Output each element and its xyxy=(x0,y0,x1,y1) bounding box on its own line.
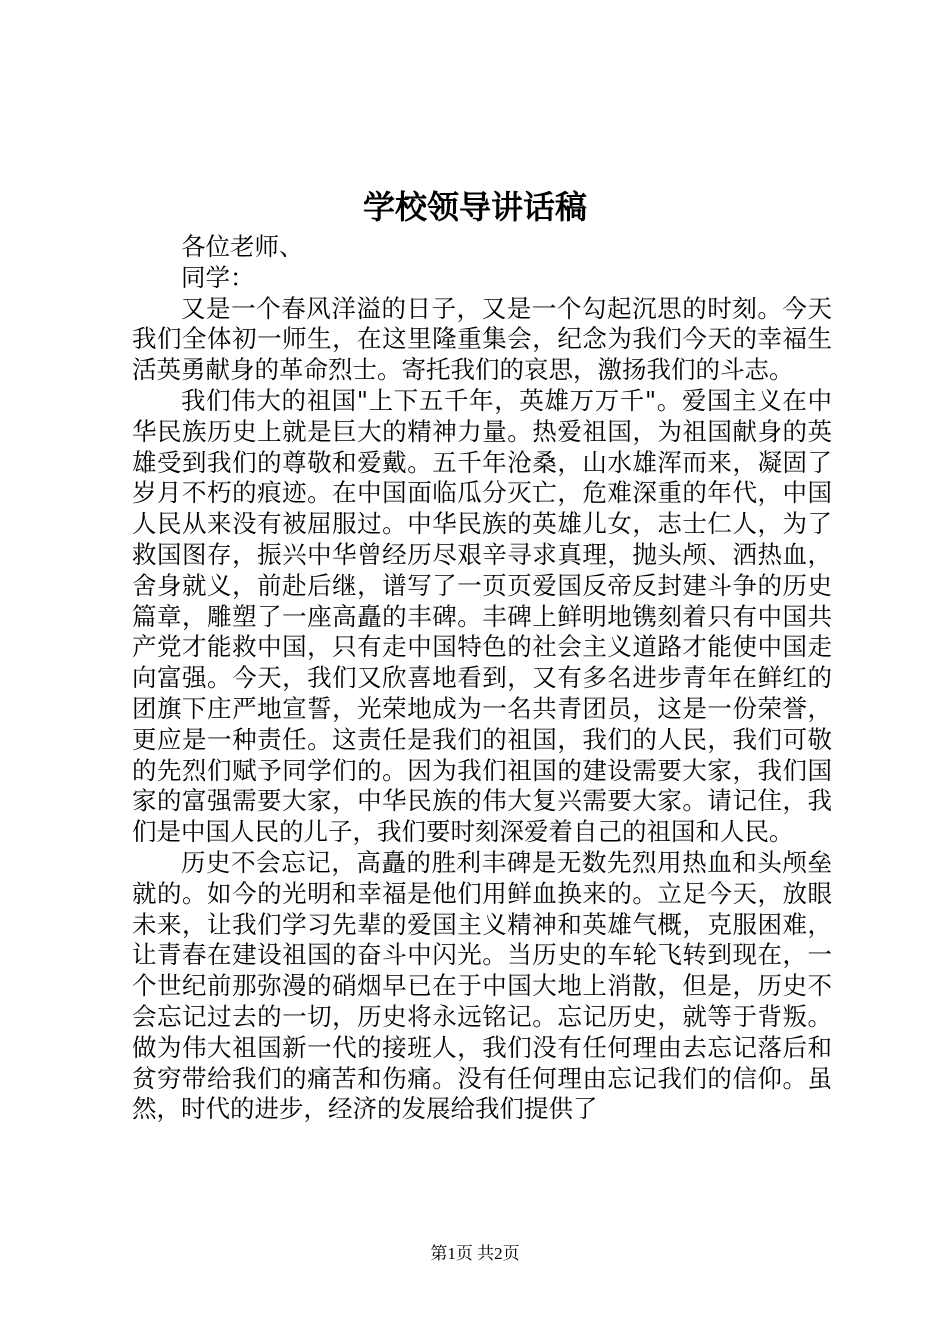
body-paragraph-1: 又是一个春风洋溢的日子，又是一个勾起沉思的时刻。今天我们全体初一师生，在这里隆重集会，纪念为我们今天的幸福生活英勇献身的革命烈士。寄托我们的哀思，激扬我们的斗志。 xyxy=(132,293,832,385)
document-title: 学校领导讲话稿 xyxy=(362,188,587,226)
page-footer: 第1页 共2页 xyxy=(430,1244,520,1263)
salutation-line-2: 同学： xyxy=(181,262,255,292)
document-body xyxy=(132,232,832,1125)
body-paragraph-2: 我们伟大的祖国"上下五千年，英雄万万千"。爱国主义在中华民族历史上就是巨大的精神力量。热爱祖国，为祖国献身的英雄受到我们的尊敬和爱戴。五千年沧桑，山水雄浑而来，凝固了岁月不朽的痕迹。在中国面临瓜分灭亡，危难深重的年代，中国人民从来没有被屈服过。中华民族的英雄儿女，志士仁人，为了救国图存，振兴中华曾经历尽艰辛寻求真理，抛头颅、洒热血，舍身就义，前赴后继，谱写了一页页爱国反帝反封建斗争的历史篇章，雕塑了一座高矗的丰碑。丰碑上鲜明地镌刻着只有中国共产党才能救中国，只有走中国特色的社会主义道路才能使中国走向富强。今天，我们又欣喜地看到，又有多名进步青年在鲜红的团旗下庄严地宣誓，光荣地成为一名共青团员，这是一份荣誉，更应是一种责任。这责任是我们的祖国，我们的人民，我们可敬的先烈们赋予同学们的。因为我们祖国的建设需要大家，我们国家的富强需要大家，中华民族的伟大复兴需要大家。请记住，我们是中国人民的儿子，我们要时刻深爱着自己的祖国和人民。 xyxy=(132,385,832,847)
salutation-line-1: 各位老师、 xyxy=(181,232,304,261)
body-paragraph-3: 历史不会忘记，高矗的胜利丰碑是无数先烈用热血和头颅垒就的。如今的光明和幸福是他们用鲜血换来的。立足今天，放眼未来，让我们学习先辈的爱国主义精神和英雄气概，克服困难，让青春在建设祖国的奋斗中闪光。当历史的车轮飞转到现在，一个世纪前那弥漫的硝烟早已在于中国大地上消散，但是，历史不会忘记过去的一切，历史将永远铭记。忘记历史，就等于背叛。做为伟大祖国新一代的接班人，我们没有任何理由去忘记落后和贫穷带给我们的痛苦和伤痛。没有任何理由忘记我们的信仰。虽然，时代的进步，经济的发展给我们提供了 xyxy=(132,847,832,1124)
